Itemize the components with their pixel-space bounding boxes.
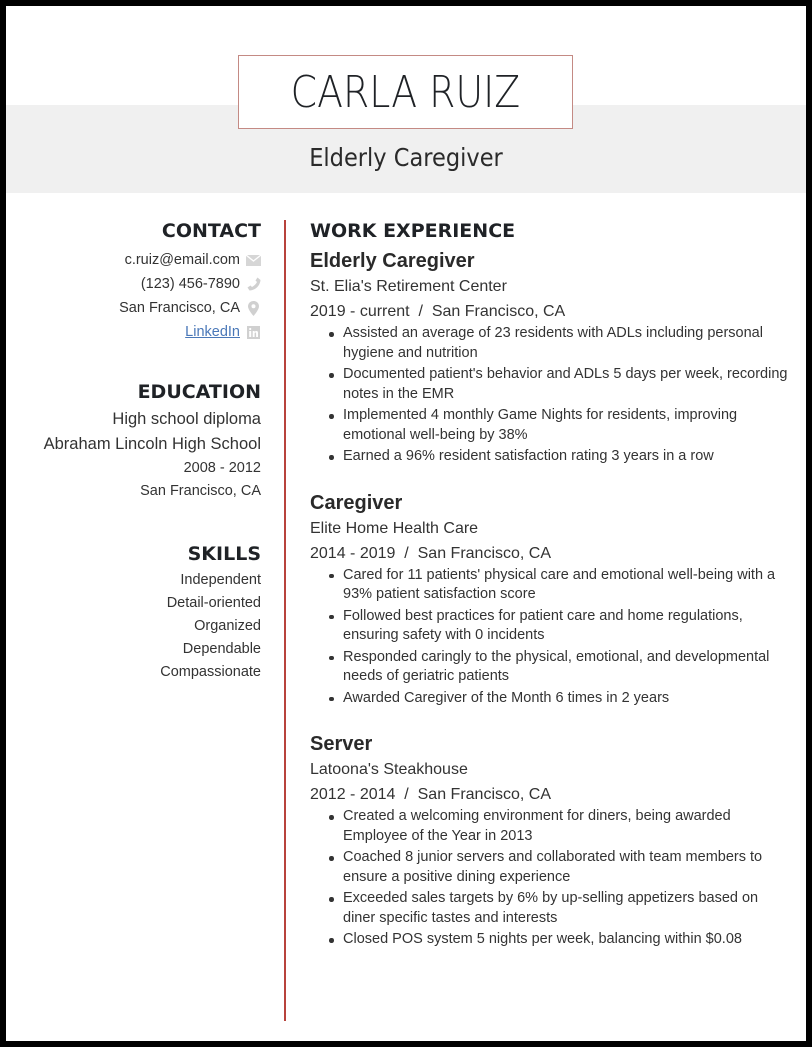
work-experience-heading: WORK EXPERIENCE bbox=[310, 220, 516, 242]
work-experience-section bbox=[310, 220, 790, 952]
sidebar bbox=[6, 220, 261, 684]
bullet-item: Closed POS system 5 nights per week, balancing within $0.08 bbox=[343, 930, 790, 950]
bullet-item: Documented patient's behavior and ADLs 5 days per week, recording notes in the EMR bbox=[343, 365, 790, 404]
job-bullets bbox=[310, 566, 790, 709]
skill-item: Organized bbox=[194, 618, 261, 634]
skill-item: Compassionate bbox=[160, 664, 261, 680]
bullet-item: Cared for 11 patients' physical care and emotional well-being with a 93% patient satisfaction score bbox=[343, 566, 790, 605]
education-school: Abraham Lincoln High School bbox=[43, 435, 261, 453]
phone-icon bbox=[246, 277, 261, 292]
skills-heading: SKILLS bbox=[187, 543, 261, 565]
location-text: San Francisco, CA bbox=[119, 300, 240, 316]
education-years: 2008 - 2012 bbox=[183, 460, 261, 476]
bullet-item: Implemented 4 monthly Game Nights for residents, improving emotional well-being by 38% bbox=[343, 406, 790, 445]
contact-email bbox=[6, 248, 261, 272]
skill-item: Detail-oriented bbox=[166, 595, 261, 611]
job-dates-location: 2014 - 2019 / San Francisco, CA bbox=[310, 544, 552, 562]
email-text: c.ruiz@email.com bbox=[124, 252, 240, 268]
job-bullets bbox=[310, 324, 790, 467]
job-bullets bbox=[310, 807, 790, 950]
education-location: San Francisco, CA bbox=[140, 483, 261, 499]
education-section bbox=[6, 381, 261, 503]
job-entry bbox=[310, 490, 790, 709]
bullet-item: Created a welcoming environment for diners, being awarded Employee of the Year in 2013 bbox=[343, 807, 790, 846]
bullet-item: Assisted an average of 23 residents with ADLs including personal hygiene and nutrition bbox=[343, 324, 790, 363]
bullet-item: Responded caringly to the physical, emotional, and developmental needs of geriatric patients bbox=[343, 648, 790, 687]
skills-section bbox=[6, 543, 261, 684]
envelope-icon bbox=[246, 253, 261, 268]
contact-phone bbox=[6, 272, 261, 296]
bullet-item: Exceeded sales targets by 6% by up-selling appetizers based on diner specific tastes and interests bbox=[343, 889, 790, 928]
phone-text: (123) 456-7890 bbox=[140, 276, 240, 292]
job-dates-location: 2019 - current / San Francisco, CA bbox=[310, 303, 566, 320]
skill-item: Dependable bbox=[182, 641, 261, 657]
contact-location bbox=[6, 296, 261, 320]
resume-page bbox=[6, 6, 806, 1041]
job-dates-location: 2012 - 2014 / San Francisco, CA bbox=[310, 786, 552, 803]
job-company: Latoona's Steakhouse bbox=[310, 761, 468, 778]
job-title: Caregiver bbox=[310, 491, 403, 514]
bullet-item: Followed best practices for patient care and home regulations, ensuring safety with 0 incidents bbox=[343, 607, 790, 646]
education-degree: High school diploma bbox=[112, 410, 261, 428]
candidate-name: CARLA RUIZ bbox=[290, 66, 521, 118]
contact-section bbox=[6, 220, 261, 344]
name-box bbox=[238, 55, 573, 129]
contact-linkedin bbox=[6, 320, 261, 344]
education-heading: EDUCATION bbox=[137, 381, 261, 403]
job-title: Elderly Caregiver bbox=[310, 250, 475, 272]
job-company: St. Elia's Retirement Center bbox=[310, 278, 507, 295]
linkedin-link[interactable]: LinkedIn bbox=[185, 324, 240, 340]
column-divider bbox=[284, 220, 286, 1021]
skill-item: Independent bbox=[180, 572, 261, 588]
bullet-item: Earned a 96% resident satisfaction rating 3 years in a row bbox=[343, 447, 790, 467]
bullet-item: Awarded Caregiver of the Month 6 times in 2 years bbox=[343, 689, 790, 709]
job-title-header: Elderly Caregiver bbox=[309, 143, 503, 172]
contact-heading: CONTACT bbox=[161, 220, 261, 242]
job-entry bbox=[310, 731, 790, 950]
map-pin-icon bbox=[246, 301, 261, 316]
job-entry bbox=[310, 248, 790, 467]
job-company: Elite Home Health Care bbox=[310, 519, 479, 537]
job-title: Server bbox=[310, 733, 373, 755]
bullet-item: Coached 8 junior servers and collaborated with team members to ensure a positive dining experience bbox=[343, 848, 790, 887]
linkedin-icon bbox=[246, 325, 261, 340]
